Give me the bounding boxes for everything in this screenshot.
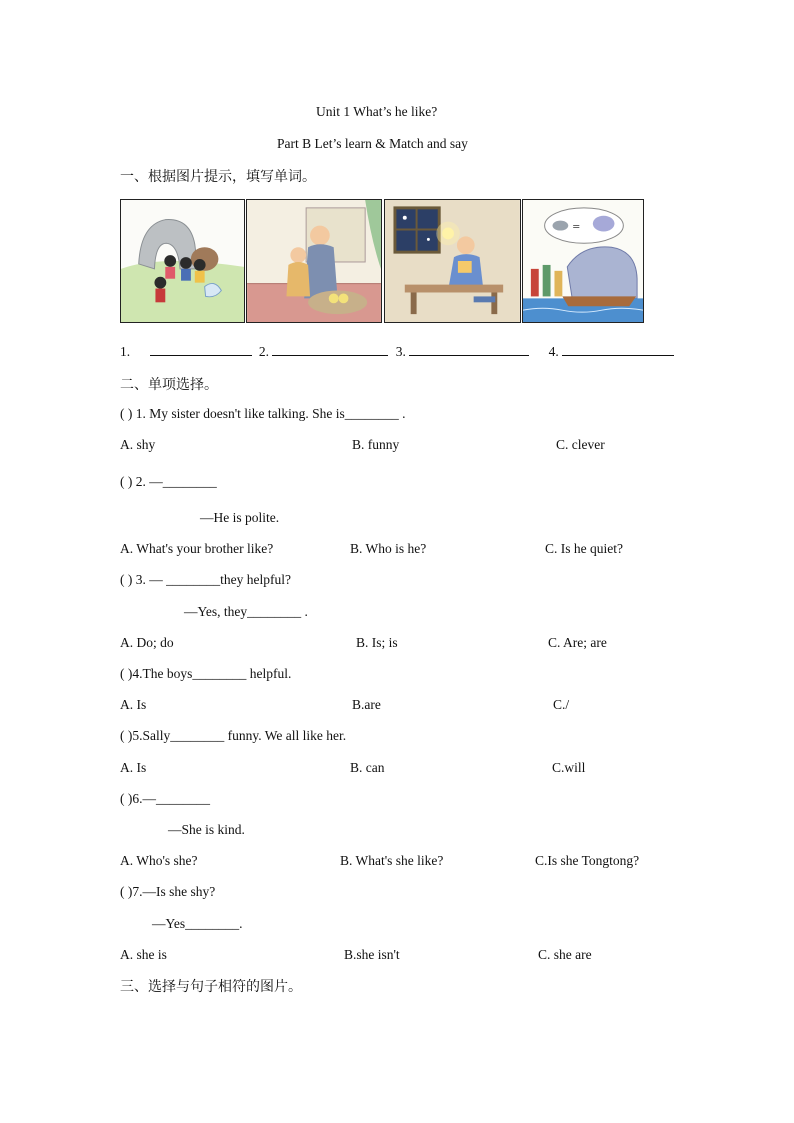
question-4-option-c[interactable]: C./ bbox=[553, 697, 570, 712]
father-and-son-illustration bbox=[247, 200, 381, 322]
question-3-stem: ( ) 3. — ________they helpful? bbox=[120, 572, 291, 587]
section1-heading: 一、根据图片提示，填写单词。 bbox=[120, 169, 316, 185]
question-3-response: —Yes, they________ . bbox=[184, 604, 308, 619]
answer-blank-2[interactable] bbox=[272, 343, 388, 356]
question-1-option-b[interactable]: B. funny bbox=[352, 437, 400, 452]
answer-label-2: 2. bbox=[258, 344, 269, 359]
question-7-option-a[interactable]: A. she is bbox=[120, 947, 167, 962]
question-6-option-c[interactable]: C.Is she Tongtong? bbox=[535, 853, 640, 868]
question-4-option-b[interactable]: B.are bbox=[352, 697, 381, 712]
question-2-option-c[interactable]: C. Is he quiet? bbox=[545, 541, 623, 556]
question-3-option-b[interactable]: B. Is; is bbox=[356, 635, 398, 650]
question-7-stem: ( )7.—Is she shy? bbox=[120, 884, 216, 899]
question-7-option-c[interactable]: C. she are bbox=[538, 947, 592, 962]
question-7-response: —Yes________. bbox=[152, 916, 243, 931]
question-3-option-a[interactable]: A. Do; do bbox=[120, 635, 174, 650]
children-playing-illustration bbox=[121, 200, 244, 322]
question-2-option-a[interactable]: A. What's your brother like? bbox=[120, 541, 274, 556]
question-5-option-a[interactable]: A. Is bbox=[120, 760, 147, 775]
question-1-option-c[interactable]: C. clever bbox=[556, 437, 605, 452]
part-title: Part B Let’s learn & Match and say bbox=[277, 136, 468, 151]
question-2-option-b[interactable]: B. Who is he? bbox=[350, 541, 427, 556]
question-6-response: —She is kind. bbox=[168, 822, 245, 837]
boy-reading-illustration bbox=[385, 200, 520, 322]
elephant-weighing-picture bbox=[522, 199, 644, 323]
section3-heading: 三、选择与句子相符的图片。 bbox=[120, 979, 302, 995]
boy-reading-lamp-picture bbox=[384, 199, 521, 323]
question-5-stem: ( )5.Sally________ funny. We all like her. bbox=[120, 728, 347, 743]
answer-line-row bbox=[120, 343, 674, 360]
children-playing-picture bbox=[120, 199, 245, 323]
answer-blank-4[interactable] bbox=[562, 343, 674, 356]
answer-blank-1[interactable] bbox=[150, 343, 252, 356]
section2-heading: 二、单项选择。 bbox=[120, 377, 218, 393]
question-3-option-c[interactable]: C. Are; are bbox=[548, 635, 607, 650]
question-4-option-a[interactable]: A. Is bbox=[120, 697, 147, 712]
svg-text:=: = bbox=[572, 221, 581, 233]
question-4-stem: ( )4.The boys________ helpful. bbox=[120, 666, 292, 681]
question-6-option-a[interactable]: A. Who's she? bbox=[120, 853, 198, 868]
answer-label-4: 4. bbox=[548, 344, 559, 359]
elephant-weighing-illustration bbox=[523, 200, 643, 322]
answer-blank-3[interactable] bbox=[409, 343, 529, 356]
question-1-stem: ( ) 1. My sister doesn't like talking. She is________ . bbox=[120, 406, 406, 421]
question-5-option-c[interactable]: C.will bbox=[552, 760, 586, 775]
question-2-response: —He is polite. bbox=[200, 510, 280, 525]
question-5-option-b[interactable]: B. can bbox=[350, 760, 385, 775]
question-6-option-b[interactable]: B. What's she like? bbox=[340, 853, 444, 868]
answer-label-3: 3. bbox=[395, 344, 406, 359]
answer-label-1: 1. bbox=[120, 344, 131, 359]
question-6-stem: ( )6.—________ bbox=[120, 791, 210, 806]
unit-title: Unit 1 What’s he like? bbox=[316, 104, 438, 119]
father-and-son-picture bbox=[246, 199, 382, 323]
question-1-option-a[interactable]: A. shy bbox=[120, 437, 156, 452]
question-2-stem: ( ) 2. —________ bbox=[120, 474, 217, 489]
question-7-option-b[interactable]: B.she isn't bbox=[344, 947, 400, 962]
